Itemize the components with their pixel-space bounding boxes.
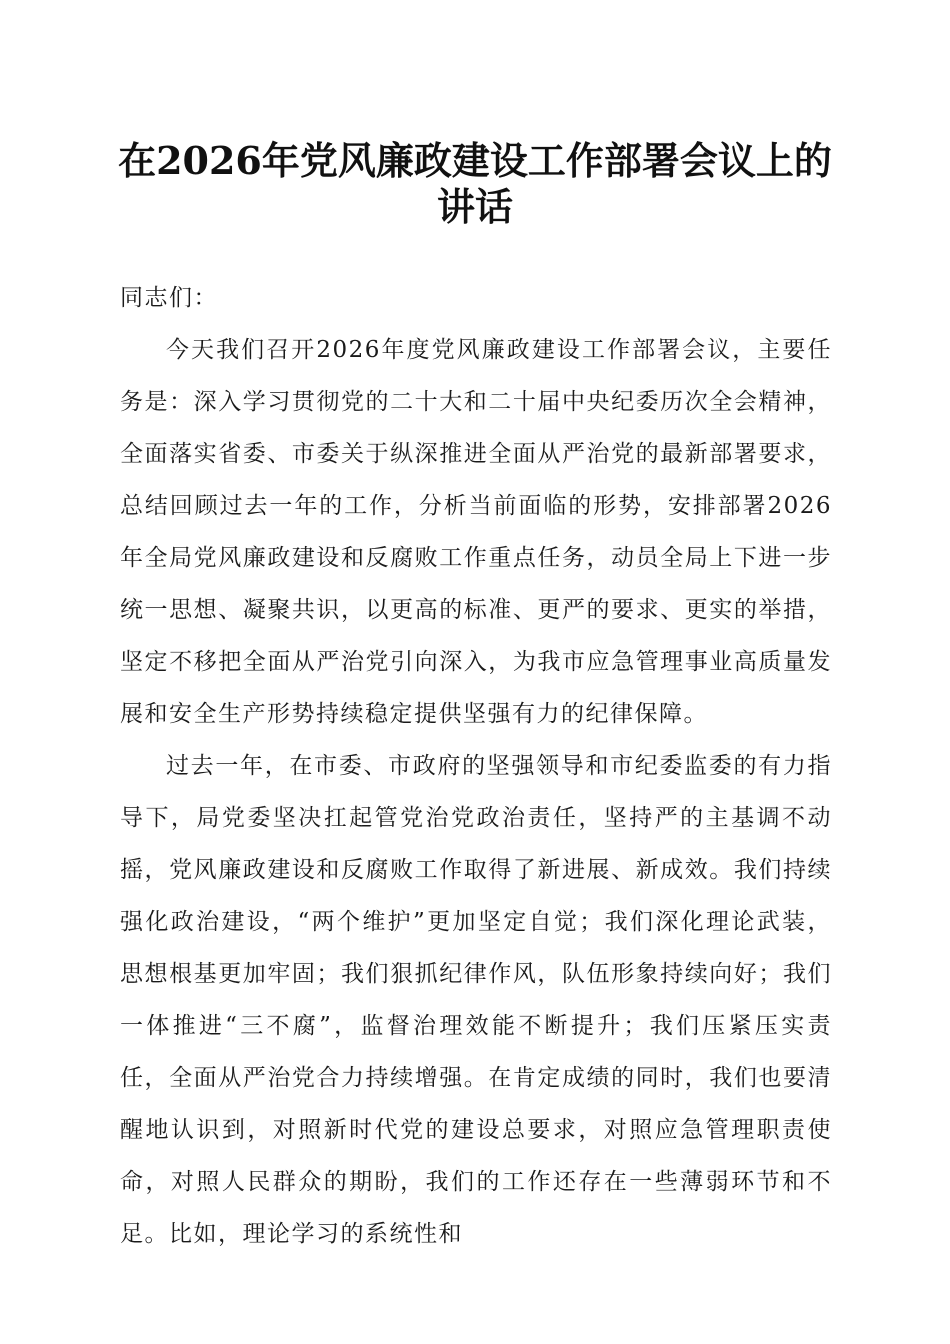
paragraph-review: 过去一年，在市委、市政府的坚强领导和市纪委监委的有力指导下，局党委坚决扛起管党治党政治责任，坚持严的主基调不动摇，党风廉政建设和反腐败工作取得了新进展、新成效。我们持续强化政治建设，“两个维护”更加坚定自觉；我们深化理论武装，思想根基更加牢固；我们狠抓纪律作风，队伍形象持续向好；我们一体推进“三不腐”，监督治理效能不断提升；我们压紧压实责任，全面从严治党合力持续增强。在肯定成绩的同时，我们也要清醒地认识到，对照新时代党的建设总要求，对照应急管理职责使命，对照人民群众的期盼，我们的工作还存在一些薄弱环节和不足。比如，理论学习的系统性和	[120, 753, 832, 1247]
document-title: 在2026年党风廉政建设工作部署会议上的讲话	[118, 138, 832, 229]
document-body	[120, 272, 832, 1260]
paragraph-opening: 今天我们召开2026年度党风廉政建设工作部署会议，主要任务是：深入学习贯彻党的二十大和二十届中央纪委历次全会精神，全面落实省委、市委关于纵深推进全面从严治党的最新部署要求，总结回顾过去一年的工作，分析当前面临的形势，安排部署2026年全局党风廉政建设和反腐败工作重点任务，动员全局上下进一步统一思想、凝聚共识，以更高的标准、更严的要求、更实的举措，坚定不移把全面从严治党引向深入，为我市应急管理事业高质量发展和安全生产形势持续稳定提供坚强有力的纪律保障。	[120, 337, 832, 727]
salutation: 同志们：	[120, 285, 218, 311]
